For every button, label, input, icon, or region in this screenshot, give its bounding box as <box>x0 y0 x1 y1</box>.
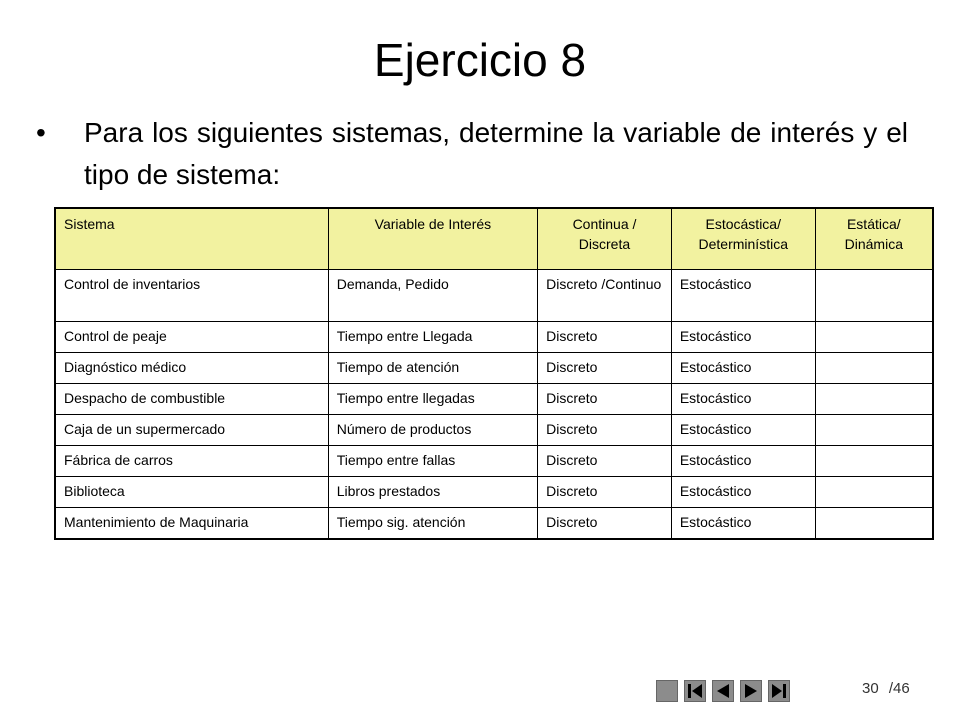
table-cell: Tiempo entre Llegada <box>328 322 537 353</box>
systems-table <box>54 207 934 540</box>
table-cell: Tiempo de atención <box>328 353 537 384</box>
previous-slide-icon[interactable] <box>712 680 734 702</box>
table-cell: Discreto <box>538 415 672 446</box>
table-row <box>55 322 933 353</box>
table-cell: Estocástico <box>671 322 815 353</box>
table-cell: Tiempo entre llegadas <box>328 384 537 415</box>
first-slide-icon[interactable] <box>684 680 706 702</box>
table-cell: Diagnóstico médico <box>55 353 328 384</box>
last-slide-icon[interactable] <box>768 680 790 702</box>
table-cell: Tiempo entre fallas <box>328 446 537 477</box>
table-cell: Estocástico <box>671 270 815 322</box>
header-sistema: Sistema <box>55 208 328 270</box>
table-row <box>55 353 933 384</box>
table-row <box>55 477 933 508</box>
table-cell <box>815 477 933 508</box>
table-cell <box>815 446 933 477</box>
table-cell: Discreto <box>538 477 672 508</box>
table-cell: Discreto <box>538 384 672 415</box>
bullet-point <box>36 112 908 196</box>
table-cell <box>815 508 933 540</box>
table-cell: Discreto <box>538 508 672 540</box>
table-row <box>55 270 933 322</box>
table-row <box>55 415 933 446</box>
table-cell: Caja de un supermercado <box>55 415 328 446</box>
header-estocastica-deterministica: Estocástica/ Determinística <box>671 208 815 270</box>
page-indicator <box>862 680 910 697</box>
header-estatica-dinamica: Estática/ Dinámica <box>815 208 933 270</box>
bullet-marker: • <box>36 117 46 148</box>
table-cell: Estocástico <box>671 508 815 540</box>
table-header-row <box>55 208 933 270</box>
table-row <box>55 508 933 540</box>
table-cell: Control de inventarios <box>55 270 328 322</box>
table-cell: Demanda, Pedido <box>328 270 537 322</box>
table-row <box>55 446 933 477</box>
table-cell: Fábrica de carros <box>55 446 328 477</box>
table-row <box>55 384 933 415</box>
bullet-text: Para los siguientes sistemas, determine la variable de interés y el tipo de sistema: <box>84 117 908 190</box>
table-cell: Número de productos <box>328 415 537 446</box>
table-cell: Libros prestados <box>328 477 537 508</box>
header-continua-discreta: Continua / Discreta <box>538 208 672 270</box>
table-cell: Biblioteca <box>55 477 328 508</box>
table-cell: Discreto <box>538 353 672 384</box>
blank-nav-icon[interactable] <box>656 680 678 702</box>
table-cell <box>815 415 933 446</box>
table-cell: Estocástico <box>671 477 815 508</box>
table-cell: Estocástico <box>671 415 815 446</box>
table-cell: Discreto <box>538 446 672 477</box>
table-cell: Estocástico <box>671 446 815 477</box>
table-cell: Discreto /Continuo <box>538 270 672 322</box>
table-cell <box>815 353 933 384</box>
next-slide-icon[interactable] <box>740 680 762 702</box>
page-number: 30 <box>862 680 879 697</box>
slide-title: Ejercicio 8 <box>373 34 587 86</box>
table-cell: Estocástico <box>671 384 815 415</box>
table-cell <box>815 270 933 322</box>
page-total: /46 <box>888 680 910 697</box>
table-cell: Tiempo sig. atención <box>328 508 537 540</box>
table-cell: Discreto <box>538 322 672 353</box>
header-variable-interes: Variable de Interés <box>328 208 537 270</box>
table-cell: Mantenimiento de Maquinaria <box>55 508 328 540</box>
table-cell <box>815 384 933 415</box>
table-cell <box>815 322 933 353</box>
table-cell: Despacho de combustible <box>55 384 328 415</box>
table-cell: Control de peaje <box>55 322 328 353</box>
table-cell: Estocástico <box>671 353 815 384</box>
slide-navigation <box>656 680 790 702</box>
